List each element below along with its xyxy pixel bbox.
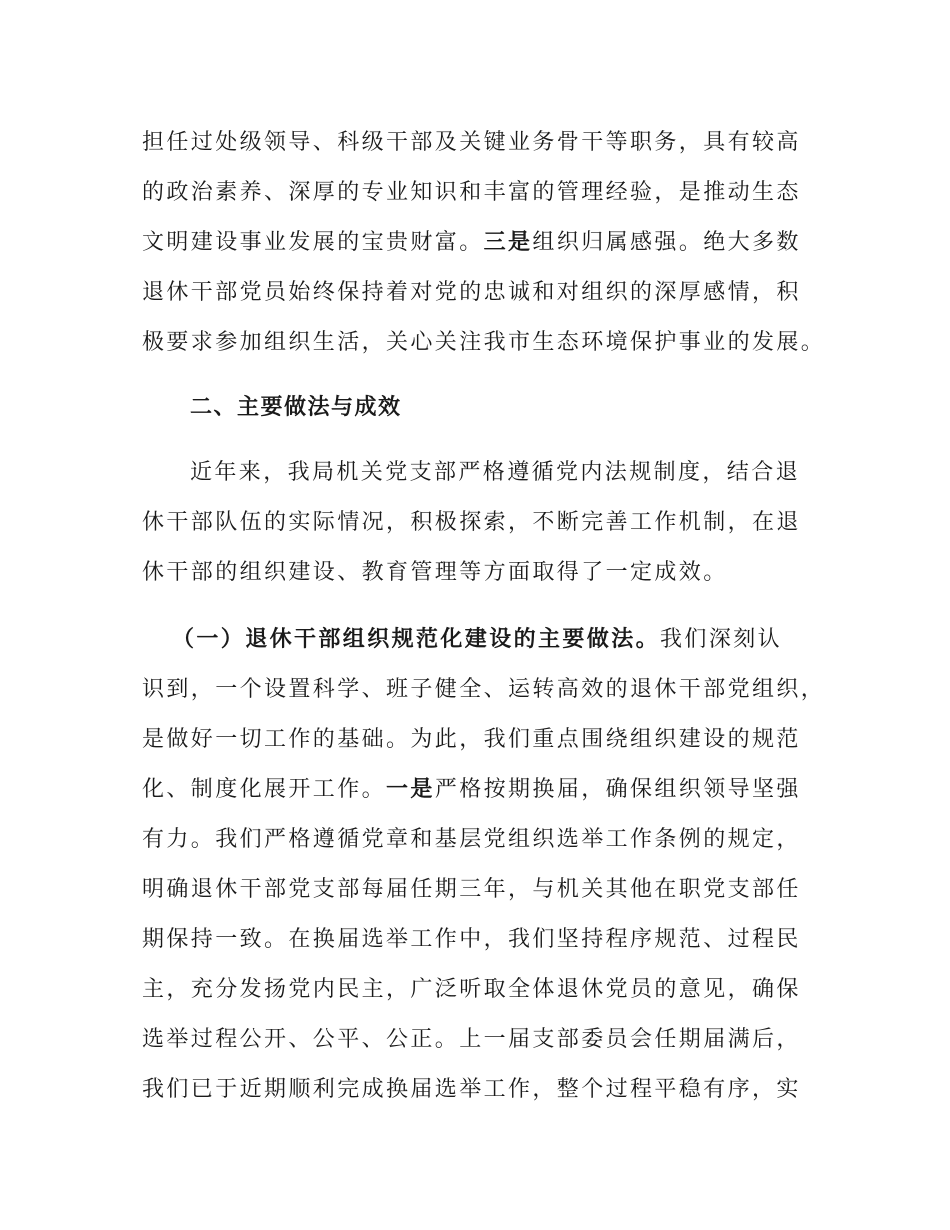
paragraph-1-line-3-text: 文明建设事业发展的宝贵财富。 — [142, 230, 484, 255]
paragraph-3-line-4 — [142, 770, 822, 810]
paragraph-3-line-3: 是做好一切工作的基础。为此，我们重点围绕组织建设的规范 — [142, 727, 801, 752]
paragraph-1-line-5: 极要求参加组织生活，关心关注我市生态环境保护事业的发展。 — [142, 330, 826, 355]
paragraph-3-line-9: 选举过程公开、公平、公正。上一届支部委员会任期届满后， — [142, 1027, 801, 1052]
paragraph-2-line-3: 休干部的组织建设、教育管理等方面取得了一定成效。 — [142, 560, 728, 585]
subsection-title: （一）退休干部组织规范化建设的主要做法。 — [172, 627, 661, 652]
paragraph-3-line-5: 有力。我们严格遵循党章和基层党组织选举工作条例的规定， — [142, 827, 801, 852]
paragraph-3-line-6: 明确退休干部党支部每届任期三年，与机关其他在职党支部任 — [142, 877, 801, 902]
paragraph-1-line-4: 退休干部党员始终保持着对党的忠诚和对组织的深厚感情，积 — [142, 280, 801, 305]
paragraph-3-line-10: 我们已于近期顺利完成换届选举工作，整个过程平稳有序，实 — [142, 1077, 801, 1102]
paragraph-3-line-7: 期保持一致。在换届选举工作中，我们坚持程序规范、过程民 — [142, 927, 801, 952]
paragraph-3-line-1 — [172, 620, 852, 660]
paragraph-1-line-1: 担任过处级领导、科级干部及关键业务骨干等职务，具有较高 — [142, 130, 801, 155]
paragraph-1-line-3-tail: 组织归属感强。绝大多数 — [532, 230, 801, 255]
section-heading: 二、主要做法与成效 — [190, 395, 402, 420]
paragraph-3-line-1-tail: 我们深刻认 — [660, 627, 783, 652]
paragraph-3-line-4-tail: 严格按期换届，确保组织领导坚强 — [434, 777, 801, 802]
paragraph-2-line-1: 近年来，我局机关党支部严格遵循党内法规制度，结合退 — [190, 460, 801, 485]
paragraph-3-line-4-text: 化、制度化展开工作。 — [142, 777, 387, 802]
emphasis-one: 一是 — [386, 777, 435, 802]
paragraph-3-line-2: 识到，一个设置科学、班子健全、运转高效的退休干部党组织， — [142, 677, 826, 702]
paragraph-1-line-2: 的政治素养、深厚的专业知识和丰富的管理经验，是推动生态 — [142, 180, 801, 205]
paragraph-3-line-8: 主，充分发扬党内民主，广泛听取全体退休党员的意见，确保 — [142, 977, 801, 1002]
paragraph-1-line-3 — [142, 223, 822, 263]
paragraph-2-line-2: 休干部队伍的实际情况，积极探索，不断完善工作机制，在退 — [142, 510, 801, 535]
emphasis-three: 三是 — [483, 230, 533, 255]
